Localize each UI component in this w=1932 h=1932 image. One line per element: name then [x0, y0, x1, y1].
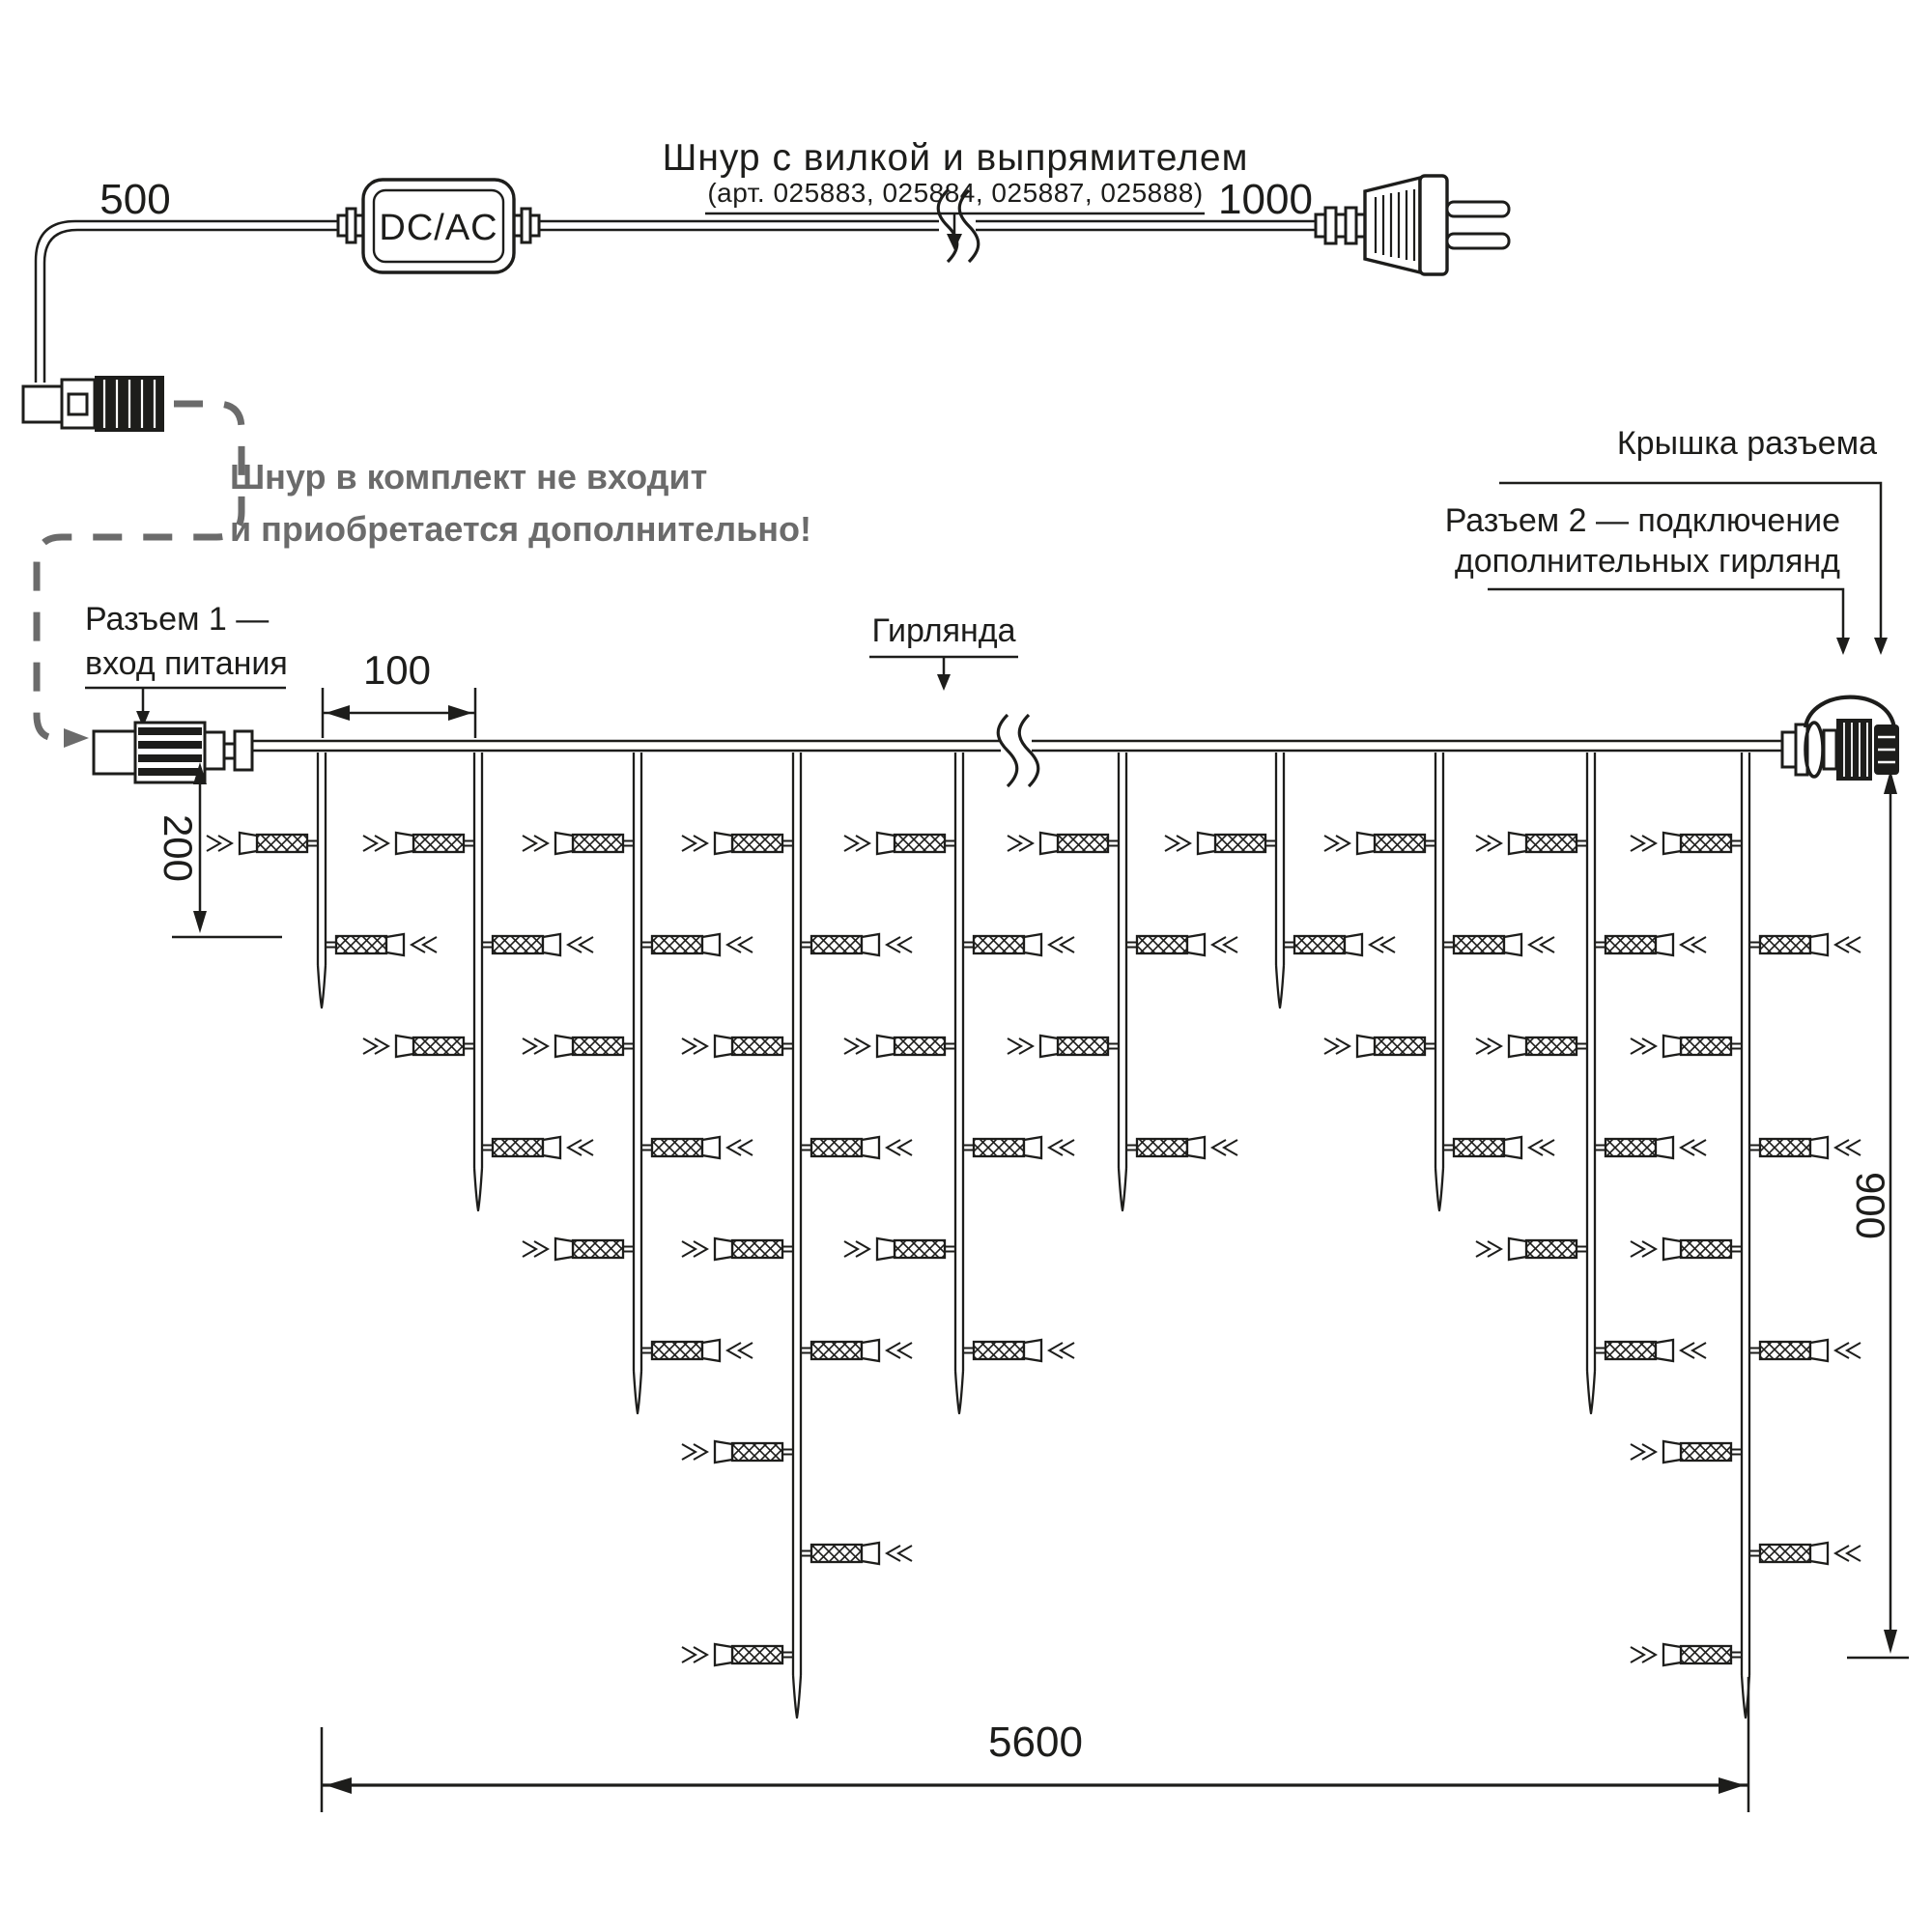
light-ray-icon	[1847, 937, 1861, 952]
garland-drop	[1324, 753, 1554, 1210]
callout-cap	[1499, 425, 1888, 655]
light-ray-icon	[682, 836, 696, 851]
dim-100-label: 100	[362, 647, 432, 693]
garland-label: Гирлянда	[871, 612, 1016, 649]
light-ray-icon	[207, 836, 220, 851]
dim-900-label: 900	[1848, 1171, 1893, 1240]
light-ray-icon	[1692, 1343, 1706, 1358]
bulb-icon	[1595, 934, 1706, 955]
drop-tip	[1435, 1168, 1443, 1210]
cord-cable-left	[36, 221, 340, 383]
dim-200-label: 200	[156, 813, 201, 883]
light-ray-icon	[1631, 1241, 1644, 1257]
light-ray-icon	[898, 1546, 912, 1561]
bulb-icon	[1595, 1137, 1706, 1158]
dc-ac-adapter	[363, 180, 514, 272]
drop-tip	[1119, 1168, 1126, 1210]
callout-connector2	[1445, 502, 1850, 655]
connector1-label-line1: Разъем 1 —	[85, 601, 270, 638]
bulb-icon	[801, 1340, 912, 1361]
bulb-icon	[207, 833, 318, 854]
dim-100	[323, 647, 475, 738]
bulb-icon	[1631, 1036, 1742, 1057]
bulb-icon	[363, 1036, 474, 1057]
bulb-icon	[1126, 934, 1237, 955]
light-ray-icon	[363, 1038, 377, 1054]
bulb-icon	[844, 1238, 955, 1260]
light-ray-icon	[1692, 937, 1706, 952]
bulb-icon	[641, 1340, 753, 1361]
drop-tip	[634, 1371, 641, 1413]
optional-cord-dashed-route	[37, 404, 242, 748]
bulb-icon	[963, 934, 1074, 955]
power-plug-icon	[1316, 176, 1509, 274]
garland-drop	[1631, 753, 1861, 1718]
light-ray-icon	[1847, 1546, 1861, 1561]
bulb-icon	[1631, 833, 1742, 854]
garland-arrow-icon	[937, 674, 951, 691]
cord-title: Шнур с вилкой и выпрямителем	[662, 137, 1249, 179]
bulb-icon	[963, 1340, 1074, 1361]
garland-connector-1	[94, 723, 252, 782]
bulb-icon	[682, 1441, 793, 1463]
bulb-icon	[1008, 833, 1119, 854]
adapter-label: DC/AC	[379, 208, 498, 248]
bulb-icon	[682, 1644, 793, 1665]
light-ray-icon	[844, 1038, 858, 1054]
callout-connector1	[85, 601, 288, 727]
bulb-icon	[1126, 1137, 1237, 1158]
light-ray-icon	[1847, 1140, 1861, 1155]
connector1-label-line2: вход питания	[85, 645, 288, 682]
bulb-icon	[363, 833, 474, 854]
light-ray-icon	[739, 1140, 753, 1155]
cord-dim-left: 500	[99, 176, 171, 223]
bulb-icon	[1443, 934, 1554, 955]
bulb-icon	[682, 833, 793, 854]
drop-tip	[955, 1371, 963, 1413]
bulb-icon	[1631, 1644, 1742, 1665]
light-ray-icon	[1631, 1444, 1644, 1460]
note-line1: Шнур в комплект не входит	[230, 457, 708, 497]
light-ray-icon	[844, 836, 858, 851]
connector2-arrow-icon	[1836, 638, 1850, 655]
bulb-icon	[1631, 1238, 1742, 1260]
light-ray-icon	[739, 1343, 753, 1358]
adapter-nub-left	[338, 209, 363, 242]
bulb-icon	[1595, 1340, 1706, 1361]
callout-garland	[869, 612, 1018, 691]
bulb-icon	[1443, 1137, 1554, 1158]
light-ray-icon	[1847, 1343, 1861, 1358]
cord-dim-right: 1000	[1218, 176, 1313, 223]
bulb-icon	[1165, 833, 1276, 854]
bulb-icon	[523, 1238, 634, 1260]
drops-layer	[207, 753, 1861, 1718]
garland-drop	[1165, 753, 1395, 1008]
drop-tip	[474, 1168, 482, 1210]
bulb-icon	[1749, 1543, 1861, 1564]
light-ray-icon	[1061, 937, 1074, 952]
bulb-icon	[801, 934, 912, 955]
light-ray-icon	[523, 1241, 536, 1257]
light-ray-icon	[580, 937, 593, 952]
light-ray-icon	[844, 1241, 858, 1257]
dashed-arrow-icon	[64, 728, 89, 748]
bulb-icon	[1749, 934, 1861, 955]
light-ray-icon	[898, 1140, 912, 1155]
output-connector-icon	[23, 376, 164, 432]
bulb-icon	[1324, 833, 1435, 854]
garland-connector-2	[1782, 697, 1899, 781]
dim-5600-label: 5600	[988, 1719, 1083, 1766]
drop-tip	[793, 1675, 801, 1718]
bulb-icon	[844, 833, 955, 854]
light-ray-icon	[739, 937, 753, 952]
bulb-icon	[1749, 1137, 1861, 1158]
light-ray-icon	[1008, 836, 1021, 851]
cap-arrow-icon	[1874, 638, 1888, 655]
light-ray-icon	[1631, 1647, 1644, 1662]
bulb-icon	[641, 1137, 753, 1158]
bulb-icon	[641, 934, 753, 955]
light-ray-icon	[523, 1038, 536, 1054]
light-ray-icon	[1476, 1241, 1490, 1257]
bulb-icon	[1631, 1441, 1742, 1463]
bulb-icon	[1476, 1238, 1587, 1260]
bulb-icon	[801, 1137, 912, 1158]
light-ray-icon	[1324, 1038, 1338, 1054]
bulb-icon	[523, 1036, 634, 1057]
light-ray-icon	[1476, 1038, 1490, 1054]
garland-drop	[363, 753, 593, 1210]
light-ray-icon	[682, 1647, 696, 1662]
adapter-nub-right	[514, 209, 539, 242]
light-ray-icon	[1061, 1343, 1074, 1358]
bulb-icon	[1476, 833, 1587, 854]
light-ray-icon	[1541, 1140, 1554, 1155]
drop-tip	[1587, 1371, 1595, 1413]
light-ray-icon	[1324, 836, 1338, 851]
bulb-icon	[482, 934, 593, 955]
garland-drop	[207, 753, 437, 1008]
bulb-icon	[682, 1238, 793, 1260]
light-ray-icon	[1224, 937, 1237, 952]
note-text	[230, 457, 811, 549]
note-line2: и приобретается дополнительно!	[230, 509, 811, 549]
light-ray-icon	[1224, 1140, 1237, 1155]
light-ray-icon	[1061, 1140, 1074, 1155]
bulb-icon	[482, 1137, 593, 1158]
light-ray-icon	[363, 836, 377, 851]
bulb-icon	[1324, 1036, 1435, 1057]
light-ray-icon	[1476, 836, 1490, 851]
drop-tip	[1276, 965, 1284, 1008]
light-ray-icon	[423, 937, 437, 952]
bulb-icon	[1749, 1340, 1861, 1361]
bulb-icon	[1008, 1036, 1119, 1057]
bulb-icon	[1476, 1036, 1587, 1057]
bulb-icon	[523, 833, 634, 854]
light-ray-icon	[1692, 1140, 1706, 1155]
light-ray-icon	[523, 836, 536, 851]
light-ray-icon	[682, 1444, 696, 1460]
bulb-icon	[801, 1543, 912, 1564]
bulb-icon	[844, 1036, 955, 1057]
dim-900	[1847, 770, 1909, 1658]
light-ray-icon	[1165, 836, 1179, 851]
cord-title-block	[663, 137, 1249, 250]
connector2-label-line2: дополнительных гирлянд	[1454, 543, 1840, 580]
light-ray-icon	[1631, 1038, 1644, 1054]
garland-section	[94, 697, 1899, 1718]
connector2-label-line1: Разъем 2 — подключение	[1444, 502, 1840, 539]
cap-label: Крышка разъема	[1616, 425, 1877, 462]
garland-drop	[682, 753, 912, 1718]
bulb-icon	[1284, 934, 1395, 955]
bulb-icon	[682, 1036, 793, 1057]
bulb-icon	[963, 1137, 1074, 1158]
light-ray-icon	[898, 1343, 912, 1358]
bulb-icon	[326, 934, 437, 955]
light-ray-icon	[1381, 937, 1395, 952]
light-ray-icon	[1541, 937, 1554, 952]
dim-5600	[322, 1677, 1748, 1812]
drop-tip	[318, 965, 326, 1008]
cord-subtitle: (арт. 025883, 025884, 025887, 025888)	[707, 178, 1204, 208]
light-ray-icon	[1631, 836, 1644, 851]
light-ray-icon	[1008, 1038, 1021, 1054]
light-ray-icon	[580, 1140, 593, 1155]
light-ray-icon	[682, 1038, 696, 1054]
light-ray-icon	[682, 1241, 696, 1257]
light-ray-icon	[898, 937, 912, 952]
